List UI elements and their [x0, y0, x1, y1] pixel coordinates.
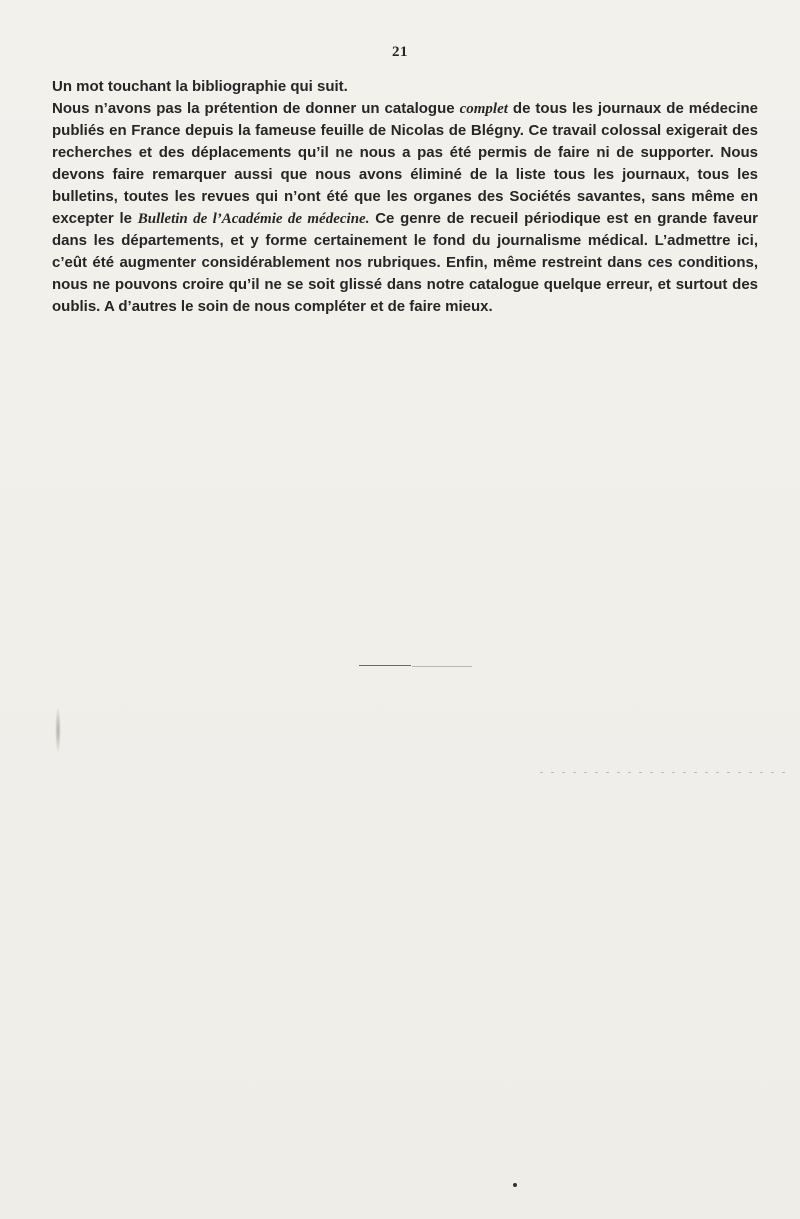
ink-dot: [513, 1183, 517, 1187]
scan-specks: [540, 772, 790, 773]
italic-bulletin-title: Bulletin de l’Académie de médecine.: [137, 211, 370, 227]
horizontal-rule: [359, 665, 411, 666]
paragraph-main: [52, 98, 758, 318]
paragraph-main-part-a: Nous n’avons pas la prétention de donner un catalogue: [52, 100, 460, 117]
paragraph-intro: Un mot touchant la bibliographie qui suit.: [52, 78, 348, 95]
body-text: [52, 76, 758, 318]
ink-smudge: [55, 706, 61, 754]
italic-complet: complet: [459, 101, 508, 117]
paragraph-main-part-b: de tous les journaux de médecine publiés en France depuis la fameuse feuille de Nicolas de Blégny. Ce travail colossal exigerait des recherches et des déplacements qu’il ne nous a pas été permis de faire ni de supporter. Nous devons faire remarquer aussi que nous avons éliminé de la liste tous les journaux, tous les bulletins, toutes les revues qui n’ont été que les organes des Sociétés savantes, sans même en excepter le: [52, 100, 758, 227]
paragraph-main-part-c: Ce genre de recueil périodique est en grande faveur dans les départements, et y forme certainement le fond du journalisme médical. L’admettre ici, c’eût été augmenter considérablement nos rubriques. Enfin, même restreint dans ces conditions, nous ne pouvons croire qu’il ne se soit glissé dans notre catalogue quelque erreur, et surtout des oublis. A d’autres le soin de nous compléter et de faire mieux.: [52, 210, 758, 315]
page-number: 21: [392, 44, 408, 60]
faint-rule: [412, 666, 472, 667]
